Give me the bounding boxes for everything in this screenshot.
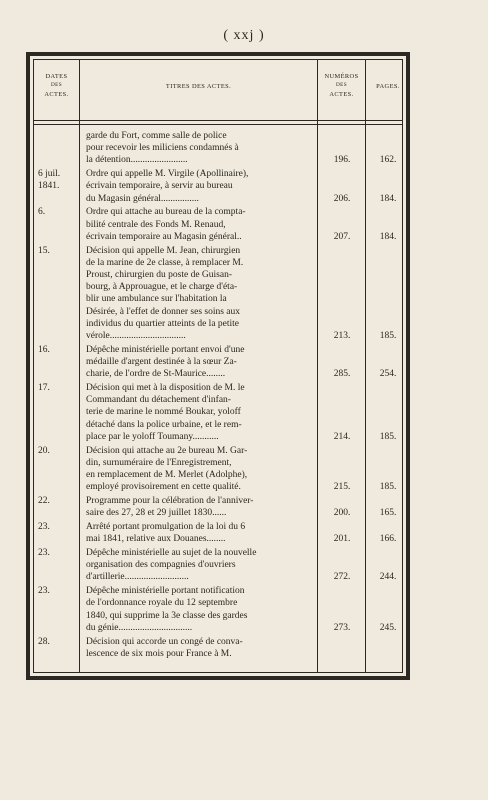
entry-page: 185. bbox=[379, 330, 397, 341]
entry-numero: 273. bbox=[333, 622, 351, 633]
entry-title bbox=[86, 445, 318, 494]
entry-title-line: Dépêche ministérielle portant notification bbox=[86, 586, 245, 597]
entry-title-line: médaille d'argent destinée à la sœur Za- bbox=[86, 357, 237, 367]
entry-title bbox=[86, 585, 318, 634]
entry-date-text: 23. bbox=[38, 522, 50, 532]
header-rule bbox=[34, 120, 402, 121]
entry-numero: 214. bbox=[333, 431, 351, 442]
entry-title-line: Désirée, à l'effet de donner ses soins aux bbox=[86, 306, 241, 317]
page-number: ( xxj ) bbox=[223, 28, 265, 43]
header-dates-sub2: ACTES. bbox=[44, 91, 69, 98]
entry-date bbox=[38, 168, 78, 192]
column-divider bbox=[79, 60, 80, 672]
entry-numero: 206. bbox=[333, 193, 351, 204]
entry-title-line: vérole................................ bbox=[86, 331, 186, 342]
column-divider bbox=[365, 60, 366, 672]
entry-date bbox=[38, 547, 78, 559]
entry-date-text: 22. bbox=[38, 496, 50, 506]
entry-title-line: du Magasin général................ bbox=[86, 193, 199, 204]
header-numeros-sub: DES bbox=[336, 82, 347, 88]
entry-title-line: terie de marine le nommé Boukar, yoloff bbox=[86, 407, 241, 418]
entry-title-line: lescence de six mois pour France à M. bbox=[86, 648, 232, 659]
entry-numero: 200. bbox=[333, 508, 351, 519]
entry-date-text: 28. bbox=[38, 636, 50, 647]
entry-title bbox=[86, 168, 318, 205]
entry-title-line: charie, de l'ordre de St-Maurice........ bbox=[86, 369, 226, 380]
entry-title-line: 1840, qui supprime la 3e classe des gardes bbox=[86, 610, 248, 621]
entry-page: 254. bbox=[379, 369, 397, 380]
entry-date bbox=[38, 206, 78, 218]
entry-title bbox=[86, 547, 318, 584]
entry-numero: 215. bbox=[333, 482, 351, 493]
entry-title-line: place par le yoloff Toumany........... bbox=[86, 431, 219, 442]
entry-date-text: 15. bbox=[38, 245, 50, 256]
entry-title-line: Commandant du détachement d'infan- bbox=[86, 395, 231, 406]
entry-date bbox=[38, 344, 78, 356]
entry-title bbox=[86, 636, 318, 660]
entry-title-line: Décision qui met à la disposition de M. le bbox=[86, 383, 245, 393]
entry-numero: 285. bbox=[333, 369, 351, 380]
entry-title-line: écrivain temporaire au Magasin général.. bbox=[86, 231, 242, 242]
entry-title bbox=[86, 130, 318, 167]
header-pages: PAGES. bbox=[376, 83, 400, 90]
entry-numero: 207. bbox=[333, 231, 351, 242]
entry-title-line: du génie............................... bbox=[86, 622, 193, 633]
entry-title-line: de l'ordonnance royale du 12 septembre bbox=[86, 598, 238, 609]
entry-title bbox=[86, 245, 318, 343]
entry-title bbox=[86, 206, 318, 243]
entry-title-line: Dépêche ministérielle portant envoi d'une bbox=[86, 344, 245, 355]
entry-title-line: Ordre qui attache au bureau de la compta- bbox=[86, 207, 246, 218]
entry-date-year: 1841. bbox=[38, 181, 60, 192]
entry-page: 184. bbox=[379, 193, 397, 204]
entry-title-line: Dépêche ministérielle au sujet de la nouvelle bbox=[86, 548, 257, 558]
entry-numero: 272. bbox=[333, 572, 351, 583]
entry-title-line: écrivain temporaire, à servir au bureau bbox=[86, 181, 233, 192]
entry-title-line: individus du quartier atteints de la petite bbox=[86, 318, 240, 329]
entry-date bbox=[38, 382, 78, 394]
entry-title-line: blir une ambulance sur l'habitation la bbox=[86, 294, 227, 305]
entry-title-line: Décision qui accorde un congé de conva- bbox=[86, 636, 243, 647]
entry-title-line: Ordre qui appelle M. Virgile (Apollinaire), bbox=[86, 169, 249, 180]
entry-date bbox=[38, 636, 78, 648]
entry-date bbox=[38, 245, 78, 257]
entry-date-text: 20. bbox=[38, 445, 50, 456]
entry-page: 244. bbox=[379, 572, 397, 583]
entry-title-line: din, surnuméraire de l'Enregistrement, bbox=[86, 457, 232, 468]
header-numeros-label: NUMÉROS bbox=[324, 73, 359, 80]
entry-numero: 213. bbox=[333, 330, 351, 341]
entry-title-line: détaché dans la police urbaine, et le rem- bbox=[86, 419, 242, 430]
entry-page: 245. bbox=[379, 622, 397, 633]
entry-title-line: en remplacement de M. Merlet (Adolphe), bbox=[86, 470, 248, 480]
entry-title-line: d'artillerie........................... bbox=[86, 572, 189, 583]
header-numeros-sub2: ACTES. bbox=[329, 91, 354, 98]
entry-page: 165. bbox=[379, 508, 397, 519]
entry-date bbox=[38, 495, 78, 507]
entry-date bbox=[38, 445, 78, 457]
entry-page: 185. bbox=[379, 482, 397, 493]
entry-numero: 196. bbox=[333, 155, 351, 166]
entry-date-text: 23. bbox=[38, 586, 50, 597]
entry-title-line: de la marine de 2e classe, à remplacer M. bbox=[86, 257, 244, 268]
entry-date bbox=[38, 585, 78, 597]
entry-title-line: garde du Fort, comme salle de police bbox=[86, 131, 227, 141]
entry-title-line: bilité centrale des Fonds M. Renaud, bbox=[86, 219, 226, 230]
entry-title bbox=[86, 344, 318, 381]
entry-date-text: 23. bbox=[38, 548, 50, 558]
entry-title-line: la détention........................ bbox=[86, 155, 188, 166]
entry-title bbox=[86, 495, 318, 519]
header-dates-sub: DES bbox=[51, 82, 62, 88]
header-rule bbox=[34, 124, 402, 125]
entry-page: 185. bbox=[379, 431, 397, 442]
entry-page: 162. bbox=[379, 155, 397, 166]
header-numeros bbox=[318, 72, 365, 99]
entry-title-line: Décision qui attache au 2e bureau M. Gar- bbox=[86, 445, 248, 456]
header-dates-label: DATES bbox=[45, 73, 68, 80]
entry-title bbox=[86, 521, 318, 545]
index-table bbox=[26, 52, 410, 680]
entry-date-text: 6 juil. bbox=[38, 169, 61, 180]
entry-title-line: Programme pour la célébration de l'anniver- bbox=[86, 496, 254, 506]
entry-title-line: Arrêté portant promulgation de la loi du 6 bbox=[86, 522, 246, 532]
entry-title-line: Décision qui appelle M. Jean, chirurgien bbox=[86, 245, 241, 256]
entry-title-line: bourg, à Approuague, et le charge d'éta- bbox=[86, 282, 238, 293]
entry-title-line: employé provisoirement en cette qualité. bbox=[86, 482, 241, 493]
entry-date-text: 6. bbox=[38, 207, 46, 218]
entry-page: 184. bbox=[379, 231, 397, 242]
entry-numero: 201. bbox=[333, 534, 351, 545]
entry-date bbox=[38, 521, 78, 533]
entry-date-text: 17. bbox=[38, 383, 50, 393]
header-titres: TITRES DES ACTES. bbox=[165, 83, 232, 90]
entry-title-line: pour recevoir les miliciens condamnés à bbox=[86, 143, 239, 154]
entry-date-text: 16. bbox=[38, 344, 50, 355]
entry-title bbox=[86, 382, 318, 443]
header-dates bbox=[34, 72, 79, 99]
entry-title-line: Proust, chirurgien du poste de Guisan- bbox=[86, 270, 232, 280]
entry-title-line: organisation des compagnies d'ouvriers bbox=[86, 560, 236, 571]
table-inner-border bbox=[33, 59, 403, 673]
entry-page: 166. bbox=[379, 534, 397, 545]
entry-title-line: saire des 27, 28 et 29 juillet 1830...... bbox=[86, 508, 227, 519]
entry-title-line: mai 1841, relative aux Douanes........ bbox=[86, 534, 226, 545]
